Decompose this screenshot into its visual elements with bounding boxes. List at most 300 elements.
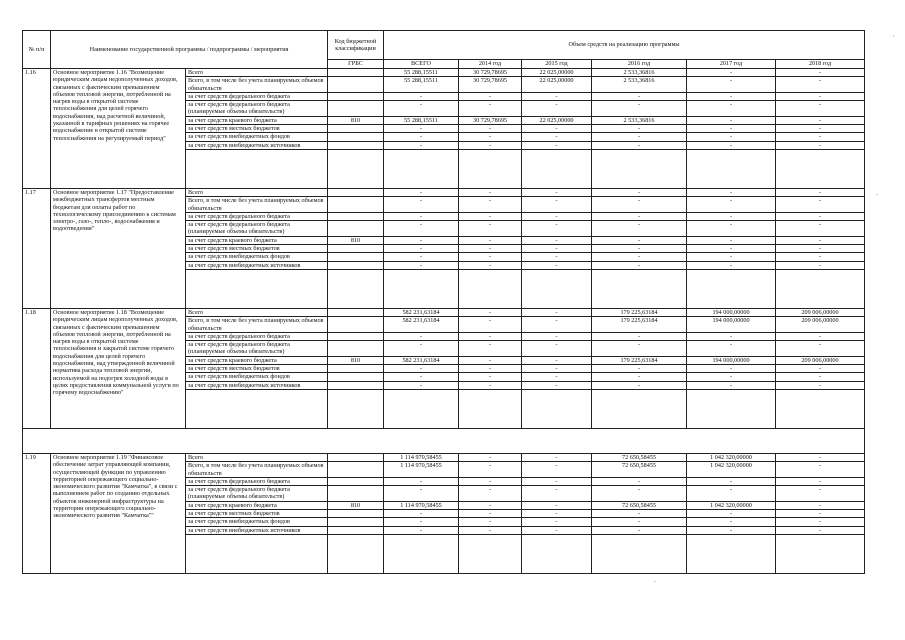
amount-2014: - bbox=[459, 236, 522, 244]
header-total: ВСЕГО bbox=[384, 60, 459, 69]
grbs-code bbox=[328, 486, 384, 502]
amount-2015: - bbox=[522, 462, 592, 478]
amount-total: 55 288,15511 bbox=[384, 77, 459, 93]
funding-source-label: Всего, в том числе без учета планируемых объемов обязательств bbox=[186, 317, 328, 333]
empty-cell bbox=[328, 269, 384, 308]
amount-2016: - bbox=[592, 373, 687, 381]
amount-total: - bbox=[384, 141, 459, 149]
amount-2017: - bbox=[687, 245, 776, 253]
amount-2014: - bbox=[459, 212, 522, 220]
amount-2015: - bbox=[522, 101, 592, 117]
amount-2017: - bbox=[687, 116, 776, 124]
amount-2015: - bbox=[522, 509, 592, 517]
amount-2017: - bbox=[687, 373, 776, 381]
amount-2014: - bbox=[459, 477, 522, 485]
funding-source-label: за счет средств федерального бюджета (планируемые объемы обязательств) bbox=[186, 221, 328, 237]
empty-cell bbox=[522, 269, 592, 308]
amount-2014: - bbox=[459, 373, 522, 381]
amount-2017: 1 042 320,00000 bbox=[687, 453, 776, 461]
grbs-code bbox=[328, 341, 384, 357]
amount-total: - bbox=[384, 197, 459, 213]
grbs-code bbox=[328, 518, 384, 526]
grbs-code bbox=[328, 77, 384, 93]
amount-2017: 1 042 320,00000 bbox=[687, 462, 776, 478]
grbs-code bbox=[328, 141, 384, 149]
amount-2015: - bbox=[522, 141, 592, 149]
amount-2018: 209 006,00000 bbox=[776, 308, 865, 316]
amount-2016: - bbox=[592, 261, 687, 269]
measure-name: Основное мероприятие 1.19 "Финансовое обеспечение затрат управляющей компании, осуществляющей функции по управлению территорией опережающего социально-экономического развития "Камчатка", в связи с выполнением работ по созданию отдельных объектов инженерной инфраструктуры на территории опережающего социально-экономического развития "Камчатка"" bbox=[51, 453, 186, 573]
amount-2014: - bbox=[459, 245, 522, 253]
amount-total: - bbox=[384, 236, 459, 244]
amount-total: - bbox=[384, 365, 459, 373]
amount-2018: - bbox=[776, 486, 865, 502]
spacer-cell bbox=[23, 428, 865, 453]
amount-2015: - bbox=[522, 221, 592, 237]
amount-2017: - bbox=[687, 221, 776, 237]
scan-mark: - bbox=[876, 192, 878, 198]
funding-source-label: за счет средств краевого бюджета bbox=[186, 356, 328, 364]
grbs-code bbox=[328, 197, 384, 213]
amount-2016: 72 650,58455 bbox=[592, 462, 687, 478]
measure-number: 1.17 bbox=[23, 188, 51, 308]
funding-source-label: за счет средств федерального бюджета (планируемые объемы обязательств) bbox=[186, 486, 328, 502]
amount-2014: - bbox=[459, 501, 522, 509]
grbs-code: 810 bbox=[328, 116, 384, 124]
amount-2014: - bbox=[459, 341, 522, 357]
funding-source-label: Всего, в том числе без учета планируемых объемов обязательств bbox=[186, 462, 328, 478]
header-volume: Объем средств на реализацию программы bbox=[384, 31, 865, 60]
amount-total: - bbox=[384, 261, 459, 269]
amount-2017: - bbox=[687, 486, 776, 502]
amount-2014: - bbox=[459, 509, 522, 517]
amount-2014: - bbox=[459, 133, 522, 141]
funding-source-label: за счет средств внебюджетных фондов bbox=[186, 518, 328, 526]
amount-2014: - bbox=[459, 518, 522, 526]
amount-total: - bbox=[384, 381, 459, 389]
scan-mark: - bbox=[654, 579, 656, 585]
empty-cell bbox=[384, 389, 459, 428]
grbs-code bbox=[328, 125, 384, 133]
amount-2016: - bbox=[592, 101, 687, 117]
empty-cell bbox=[459, 389, 522, 428]
amount-2016: 72 650,58455 bbox=[592, 453, 687, 461]
grbs-code bbox=[328, 212, 384, 220]
empty-cell bbox=[186, 389, 328, 428]
funding-source-label: за счет средств краевого бюджета bbox=[186, 116, 328, 124]
amount-2017: 194 000,00000 bbox=[687, 308, 776, 316]
funding-source-label: за счет средств внебюджетных источников bbox=[186, 381, 328, 389]
empty-cell bbox=[592, 269, 687, 308]
funding-source-label: за счет средств краевого бюджета bbox=[186, 501, 328, 509]
amount-2017: - bbox=[687, 236, 776, 244]
funding-source-label: за счет средств местных бюджетов bbox=[186, 509, 328, 517]
grbs-code: 810 bbox=[328, 236, 384, 244]
amount-2017: - bbox=[687, 253, 776, 261]
funding-source-label: за счет средств федерального бюджета bbox=[186, 332, 328, 340]
amount-2017: - bbox=[687, 365, 776, 373]
amount-2016: - bbox=[592, 133, 687, 141]
amount-2018: - bbox=[776, 245, 865, 253]
grbs-code bbox=[328, 477, 384, 485]
measure-name: Основное мероприятие 1.18 "Возмещение юридическим лицам недополученных доходов, связанных с фактическим превышением объемов тепловой энергии, потребленной на нагрев воды в открытой системе теплоснабжения и закрытой системе горячего водоснабжения для целей горячего водоснабжения, над утвержденной величиной норматива расхода тепловой энергии, используемой на подогрев холодной воды в целях предоставления коммунальной услуги по горячему водоснабжению" bbox=[51, 308, 186, 428]
amount-2016: 179 225,63184 bbox=[592, 308, 687, 316]
amount-2018: - bbox=[776, 477, 865, 485]
amount-total: 55 288,15511 bbox=[384, 116, 459, 124]
amount-2015: - bbox=[522, 501, 592, 509]
amount-2016: - bbox=[592, 518, 687, 526]
measure-name: Основное мероприятие 1.17 "Предоставление межбюджетных трансфертов местным бюджетам для оплаты работ по технологическому присоединению к системам электро-, газо-, тепло-, водоснабжения и водоотведения" bbox=[51, 188, 186, 308]
table-row bbox=[23, 453, 865, 461]
amount-2017: - bbox=[687, 188, 776, 196]
grbs-code bbox=[328, 92, 384, 100]
amount-2016: - bbox=[592, 92, 687, 100]
amount-2014: - bbox=[459, 356, 522, 364]
amount-2014: - bbox=[459, 101, 522, 117]
amount-2015: 22 025,00000 bbox=[522, 77, 592, 93]
amount-2014: - bbox=[459, 365, 522, 373]
empty-cell bbox=[522, 149, 592, 188]
header-code: Код бюджетной классификации bbox=[328, 31, 384, 60]
header-name: Наименование государственной программы / подпрограммы / мероприятия bbox=[51, 31, 328, 69]
amount-total: 582 231,63184 bbox=[384, 356, 459, 364]
amount-total: - bbox=[384, 212, 459, 220]
header-year-2017: 2017 год bbox=[687, 60, 776, 69]
amount-2018: - bbox=[776, 212, 865, 220]
measure-number: 1.19 bbox=[23, 453, 51, 573]
amount-2018: - bbox=[776, 526, 865, 534]
empty-cell bbox=[776, 269, 865, 308]
amount-2015: - bbox=[522, 381, 592, 389]
funding-source-label: за счет средств федерального бюджета (планируемые объемы обязательств) bbox=[186, 341, 328, 357]
funding-source-label: Всего bbox=[186, 308, 328, 316]
amount-2014: - bbox=[459, 261, 522, 269]
amount-2015: - bbox=[522, 332, 592, 340]
amount-2018: - bbox=[776, 332, 865, 340]
amount-2015: - bbox=[522, 125, 592, 133]
amount-2015: - bbox=[522, 92, 592, 100]
grbs-code bbox=[328, 462, 384, 478]
amount-2014: - bbox=[459, 308, 522, 316]
amount-2016: - bbox=[592, 212, 687, 220]
amount-2014: - bbox=[459, 197, 522, 213]
grbs-code bbox=[328, 308, 384, 316]
amount-2015: - bbox=[522, 212, 592, 220]
amount-2015: - bbox=[522, 486, 592, 502]
amount-2015: 22 025,00000 bbox=[522, 69, 592, 77]
amount-2017: - bbox=[687, 92, 776, 100]
amount-2016: - bbox=[592, 141, 687, 149]
amount-2014: 30 729,78695 bbox=[459, 116, 522, 124]
amount-2018: - bbox=[776, 69, 865, 77]
amount-2015: - bbox=[522, 518, 592, 526]
amount-total: - bbox=[384, 341, 459, 357]
amount-2014: 30 729,78695 bbox=[459, 77, 522, 93]
amount-2017: - bbox=[687, 125, 776, 133]
funding-source-label: Всего, в том числе без учета планируемых объемов обязательств bbox=[186, 197, 328, 213]
amount-2017: - bbox=[687, 332, 776, 340]
amount-2017: - bbox=[687, 101, 776, 117]
amount-2018: - bbox=[776, 253, 865, 261]
grbs-code bbox=[328, 133, 384, 141]
empty-cell bbox=[592, 389, 687, 428]
amount-2018: 209 006,00000 bbox=[776, 317, 865, 333]
amount-total: - bbox=[384, 253, 459, 261]
amount-2018: - bbox=[776, 501, 865, 509]
amount-2018: - bbox=[776, 518, 865, 526]
amount-2016: 2 533,36816 bbox=[592, 77, 687, 93]
spacer-row bbox=[23, 428, 865, 453]
amount-total: - bbox=[384, 221, 459, 237]
empty-cell bbox=[328, 149, 384, 188]
amount-2015: - bbox=[522, 453, 592, 461]
amount-2015: - bbox=[522, 245, 592, 253]
amount-2018: 209 006,00000 bbox=[776, 356, 865, 364]
empty-cell bbox=[384, 149, 459, 188]
grbs-code bbox=[328, 245, 384, 253]
empty-cell bbox=[592, 149, 687, 188]
amount-2017: - bbox=[687, 212, 776, 220]
amount-2016: 179 225,63184 bbox=[592, 356, 687, 364]
amount-total: - bbox=[384, 133, 459, 141]
amount-2017: 1 042 320,00000 bbox=[687, 501, 776, 509]
amount-2016: - bbox=[592, 526, 687, 534]
amount-2018: - bbox=[776, 116, 865, 124]
funding-source-label: за счет средств внебюджетных фондов bbox=[186, 373, 328, 381]
grbs-code bbox=[328, 332, 384, 340]
funding-source-label: за счет средств внебюджетных источников bbox=[186, 141, 328, 149]
grbs-code bbox=[328, 373, 384, 381]
amount-2016: 179 225,63184 bbox=[592, 317, 687, 333]
amount-2018: - bbox=[776, 141, 865, 149]
amount-2017: - bbox=[687, 526, 776, 534]
amount-2016: - bbox=[592, 221, 687, 237]
amount-total: - bbox=[384, 509, 459, 517]
funding-source-label: за счет средств внебюджетных фондов bbox=[186, 133, 328, 141]
amount-2014: - bbox=[459, 453, 522, 461]
grbs-code bbox=[328, 526, 384, 534]
amount-2016: - bbox=[592, 197, 687, 213]
funding-source-label: за счет средств внебюджетных источников bbox=[186, 526, 328, 534]
amount-total: - bbox=[384, 486, 459, 502]
amount-total: - bbox=[384, 101, 459, 117]
empty-cell bbox=[328, 534, 384, 573]
amount-total: 1 114 970,58455 bbox=[384, 462, 459, 478]
amount-2014: - bbox=[459, 125, 522, 133]
empty-cell bbox=[687, 534, 776, 573]
amount-2014: - bbox=[459, 188, 522, 196]
amount-2014: - bbox=[459, 462, 522, 478]
amount-2018: - bbox=[776, 188, 865, 196]
amount-2018: - bbox=[776, 381, 865, 389]
amount-2015: 22 025,00000 bbox=[522, 116, 592, 124]
amount-2018: - bbox=[776, 221, 865, 237]
empty-cell bbox=[776, 389, 865, 428]
amount-total: - bbox=[384, 125, 459, 133]
amount-2015: - bbox=[522, 317, 592, 333]
empty-cell bbox=[459, 149, 522, 188]
grbs-code bbox=[328, 365, 384, 373]
amount-total: - bbox=[384, 477, 459, 485]
empty-cell bbox=[186, 534, 328, 573]
amount-2017: - bbox=[687, 341, 776, 357]
amount-2017: - bbox=[687, 477, 776, 485]
amount-2015: - bbox=[522, 197, 592, 213]
amount-total: 55 288,15511 bbox=[384, 69, 459, 77]
amount-2016: - bbox=[592, 381, 687, 389]
amount-2015: - bbox=[522, 526, 592, 534]
empty-cell bbox=[186, 149, 328, 188]
amount-2016: 72 650,58455 bbox=[592, 501, 687, 509]
header-num: № п/п bbox=[23, 31, 51, 69]
amount-2015: - bbox=[522, 373, 592, 381]
amount-2017: 194 000,00000 bbox=[687, 317, 776, 333]
grbs-code: 810 bbox=[328, 356, 384, 364]
amount-2016: - bbox=[592, 486, 687, 502]
amount-total: 1 114 970,58455 bbox=[384, 501, 459, 509]
amount-2016: - bbox=[592, 509, 687, 517]
amount-2014: - bbox=[459, 141, 522, 149]
amount-2018: - bbox=[776, 197, 865, 213]
header-grbs: ГРБС bbox=[328, 60, 384, 69]
funding-source-label: за счет средств местных бюджетов bbox=[186, 125, 328, 133]
grbs-code bbox=[328, 69, 384, 77]
grbs-code bbox=[328, 381, 384, 389]
amount-total: - bbox=[384, 373, 459, 381]
amount-2014: - bbox=[459, 486, 522, 502]
amount-total: 582 231,63184 bbox=[384, 308, 459, 316]
amount-2016: - bbox=[592, 253, 687, 261]
amount-2014: - bbox=[459, 332, 522, 340]
amount-2017: - bbox=[687, 518, 776, 526]
amount-2015: - bbox=[522, 253, 592, 261]
empty-cell bbox=[328, 389, 384, 428]
amount-2015: - bbox=[522, 356, 592, 364]
amount-2018: - bbox=[776, 462, 865, 478]
header-year-2015: 2015 год bbox=[522, 60, 592, 69]
amount-2018: - bbox=[776, 261, 865, 269]
amount-2018: - bbox=[776, 125, 865, 133]
empty-cell bbox=[522, 389, 592, 428]
amount-2018: - bbox=[776, 341, 865, 357]
amount-2016: - bbox=[592, 341, 687, 357]
amount-total: - bbox=[384, 518, 459, 526]
empty-cell bbox=[459, 534, 522, 573]
amount-2018: - bbox=[776, 373, 865, 381]
amount-2015: - bbox=[522, 477, 592, 485]
header-year-2018: 2018 год bbox=[776, 60, 865, 69]
amount-2018: - bbox=[776, 101, 865, 117]
table-row bbox=[23, 308, 865, 316]
amount-2018: - bbox=[776, 509, 865, 517]
measure-number: 1.18 bbox=[23, 308, 51, 428]
amount-total: - bbox=[384, 526, 459, 534]
amount-2014: - bbox=[459, 221, 522, 237]
amount-2018: - bbox=[776, 133, 865, 141]
funding-source-label: за счет средств краевого бюджета bbox=[186, 236, 328, 244]
amount-2018: - bbox=[776, 453, 865, 461]
table-row bbox=[23, 69, 865, 77]
amount-2015: - bbox=[522, 133, 592, 141]
empty-cell bbox=[186, 269, 328, 308]
amount-2017: - bbox=[687, 69, 776, 77]
amount-2016: - bbox=[592, 477, 687, 485]
grbs-code bbox=[328, 253, 384, 261]
amount-2017: - bbox=[687, 77, 776, 93]
measure-name: Основное мероприятие 1.16 "Возмещение юридическим лицам недополученных доходов, связанных с фактическим превышением объемов тепловой энергии, потребленной на нагрев воды в открытой системе теплоснабжения для целей горячего водоснабжения, над расчетной величиной, указанной в тарифных решениях на горячее водоснабжение в открытой системе теплоснабжения на регулируемый период" bbox=[51, 69, 186, 189]
empty-cell bbox=[687, 389, 776, 428]
funding-source-label: за счет средств федерального бюджета (планируемые объемы обязательств) bbox=[186, 101, 328, 117]
amount-total: 1 114 970,58455 bbox=[384, 453, 459, 461]
budget-table bbox=[22, 30, 865, 574]
funding-source-label: за счет средств внебюджетных источников bbox=[186, 261, 328, 269]
grbs-code bbox=[328, 317, 384, 333]
funding-source-label: за счет средств местных бюджетов bbox=[186, 245, 328, 253]
amount-total: 582 231,63184 bbox=[384, 317, 459, 333]
amount-2016: - bbox=[592, 188, 687, 196]
amount-2018: - bbox=[776, 92, 865, 100]
table-row bbox=[23, 188, 865, 196]
amount-2017: - bbox=[687, 141, 776, 149]
amount-2015: - bbox=[522, 341, 592, 357]
amount-2016: 2 533,36816 bbox=[592, 116, 687, 124]
empty-cell bbox=[522, 534, 592, 573]
funding-source-label: Всего bbox=[186, 453, 328, 461]
funding-source-label: за счет средств федерального бюджета bbox=[186, 92, 328, 100]
empty-cell bbox=[687, 149, 776, 188]
amount-2016: - bbox=[592, 365, 687, 373]
grbs-code bbox=[328, 221, 384, 237]
amount-2015: - bbox=[522, 365, 592, 373]
empty-cell bbox=[384, 534, 459, 573]
amount-total: - bbox=[384, 332, 459, 340]
grbs-code bbox=[328, 509, 384, 517]
amount-2018: - bbox=[776, 236, 865, 244]
grbs-code: 810 bbox=[328, 501, 384, 509]
amount-total: - bbox=[384, 245, 459, 253]
amount-total: - bbox=[384, 92, 459, 100]
amount-2017: - bbox=[687, 197, 776, 213]
amount-2016: - bbox=[592, 125, 687, 133]
grbs-code bbox=[328, 101, 384, 117]
funding-source-label: за счет средств местных бюджетов bbox=[186, 365, 328, 373]
amount-2017: 194 000,00000 bbox=[687, 356, 776, 364]
empty-cell bbox=[384, 269, 459, 308]
funding-source-label: Всего, в том числе без учета планируемых объемов обязательств bbox=[186, 77, 328, 93]
grbs-code bbox=[328, 261, 384, 269]
table-body bbox=[23, 69, 865, 574]
funding-source-label: Всего bbox=[186, 69, 328, 77]
amount-2014: - bbox=[459, 92, 522, 100]
amount-2014: - bbox=[459, 381, 522, 389]
amount-2018: - bbox=[776, 365, 865, 373]
amount-total: - bbox=[384, 188, 459, 196]
funding-source-label: Всего bbox=[186, 188, 328, 196]
amount-2017: - bbox=[687, 261, 776, 269]
amount-2015: - bbox=[522, 308, 592, 316]
empty-cell bbox=[592, 534, 687, 573]
empty-cell bbox=[776, 534, 865, 573]
amount-2016: - bbox=[592, 245, 687, 253]
empty-cell bbox=[459, 269, 522, 308]
amount-2018: - bbox=[776, 77, 865, 93]
amount-2016: 2 533,36816 bbox=[592, 69, 687, 77]
grbs-code bbox=[328, 453, 384, 461]
amount-2015: - bbox=[522, 261, 592, 269]
header-year-2016: 2016 год bbox=[592, 60, 687, 69]
funding-source-label: за счет средств федерального бюджета bbox=[186, 212, 328, 220]
empty-cell bbox=[687, 269, 776, 308]
